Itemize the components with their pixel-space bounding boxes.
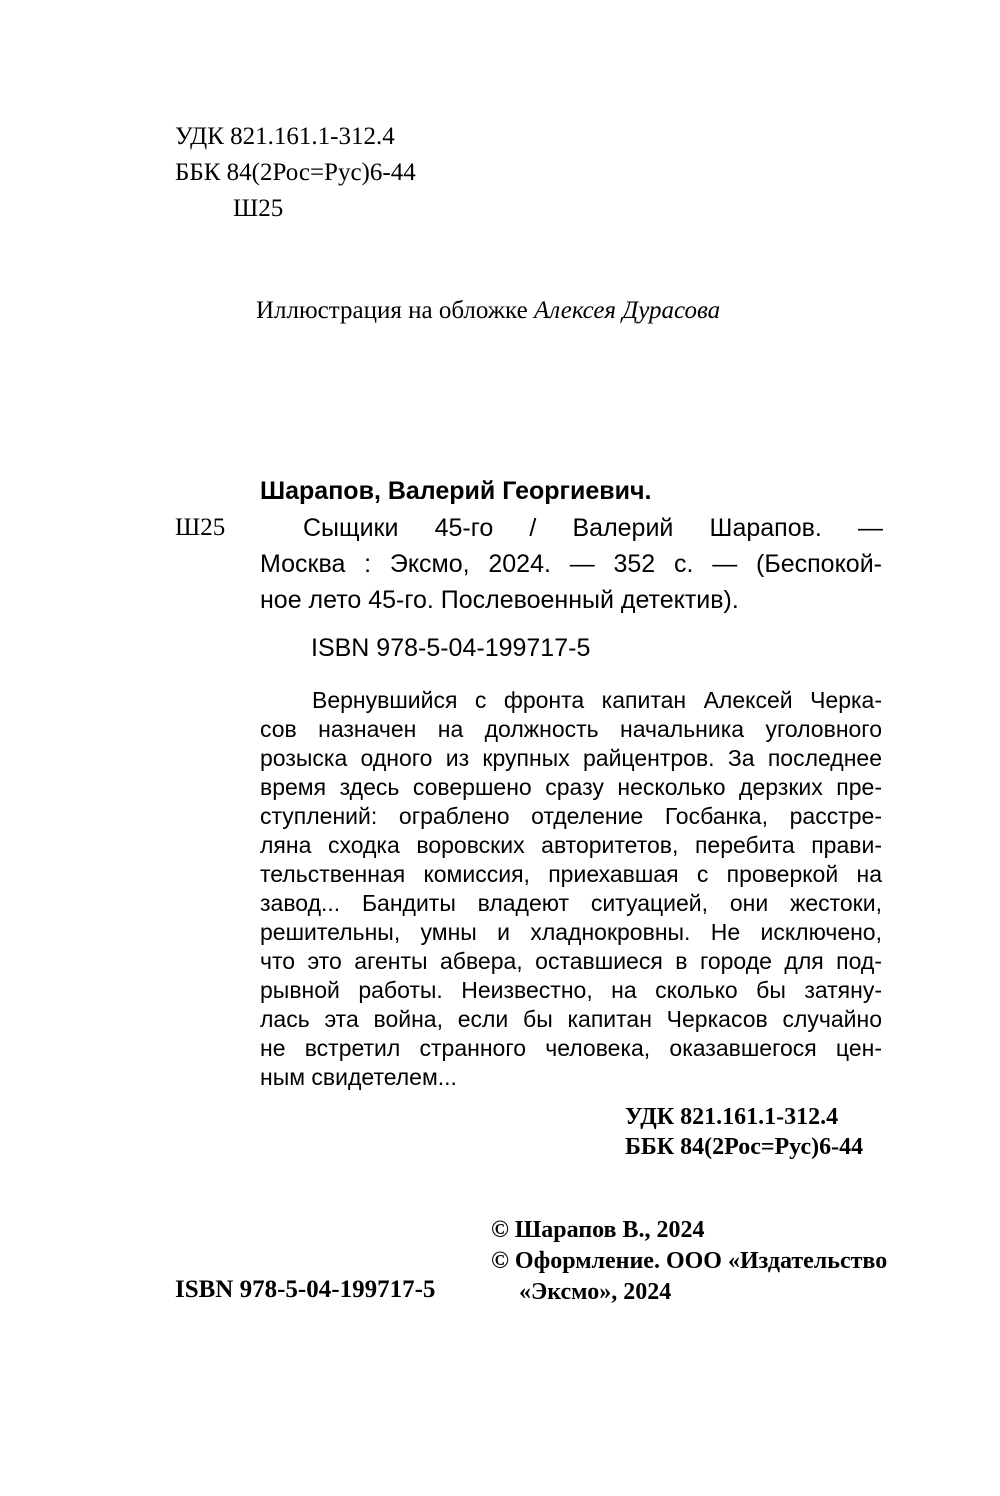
annotation-line: ступлений: ограблено отделение Госбанка, расстре-: [260, 803, 882, 829]
annotation-line: сов назначен на должность начальника уголовного: [260, 716, 882, 742]
annotation-line: решительны, умны и хладнокровны. Не исключено,: [260, 919, 882, 945]
illustration-credit: [256, 297, 720, 325]
illustration-prefix: Иллюстрация на обложке: [256, 297, 528, 324]
illustration-artist: Алексея Дурасова: [533, 297, 721, 324]
annotation-line: тельственная комиссия, приехавшая с проверкой на: [260, 861, 882, 887]
bbk-bottom: ББК 84(2Рос=Рус)6-44: [625, 1134, 864, 1160]
record-isbn: ISBN 978-5-04-199717-5: [311, 634, 591, 662]
annotation-line: лась эта война, если бы капитан Черкасов случайно: [260, 1006, 882, 1032]
author-mark: Ш25: [175, 514, 226, 541]
udk-top: УДК 821.161.1-312.4: [175, 123, 395, 150]
bbk-top: ББК 84(2Рос=Рус)6-44: [175, 159, 416, 186]
annotation: [260, 686, 882, 1092]
title-line-1: Сыщики 45-го / Валерий Шарапов. —: [303, 514, 883, 542]
author-heading: Шарапов, Валерий Георгиевич.: [260, 477, 652, 505]
annotation-line: рывной работы. Неизвестно, на сколько бы затяну-: [260, 977, 882, 1003]
title-line-2: Москва : Эксмо, 2024. — 352 с. — (Беспокой-: [260, 550, 882, 578]
annotation-line: что это агенты абвера, оставшиеся в городе для под-: [260, 948, 882, 974]
annotation-line: розыска одного из крупных райцентров. За последнее: [260, 745, 882, 771]
annotation-line: время здесь совершено сразу несколько дерзких пре-: [260, 774, 882, 800]
isbn-bottom: ISBN 978-5-04-199717-5: [175, 1276, 436, 1303]
annotation-line: завод... Бандиты владеют ситуацией, они жестоки,: [260, 890, 882, 916]
copyright-publisher: «Эксмо», 2024: [519, 1279, 672, 1305]
annotation-line: ным свидетелем...: [260, 1064, 457, 1090]
author-mark-top: Ш25: [233, 195, 284, 222]
annotation-line: Вернувшийся с фронта капитан Алексей Черка-: [312, 687, 882, 713]
title-line-3: ное лето 45-го. Послевоенный детектив).: [260, 586, 739, 614]
annotation-line: ляна сходка воровских авторитетов, перебита прави-: [260, 832, 882, 858]
copyright-author: © Шарапов В., 2024: [491, 1217, 705, 1243]
copyright-design: © Оформление. ООО «Издательство: [491, 1248, 888, 1274]
annotation-line: не встретил странного человека, оказавшегося цен-: [260, 1035, 882, 1061]
udk-bottom: УДК 821.161.1-312.4: [625, 1104, 839, 1130]
